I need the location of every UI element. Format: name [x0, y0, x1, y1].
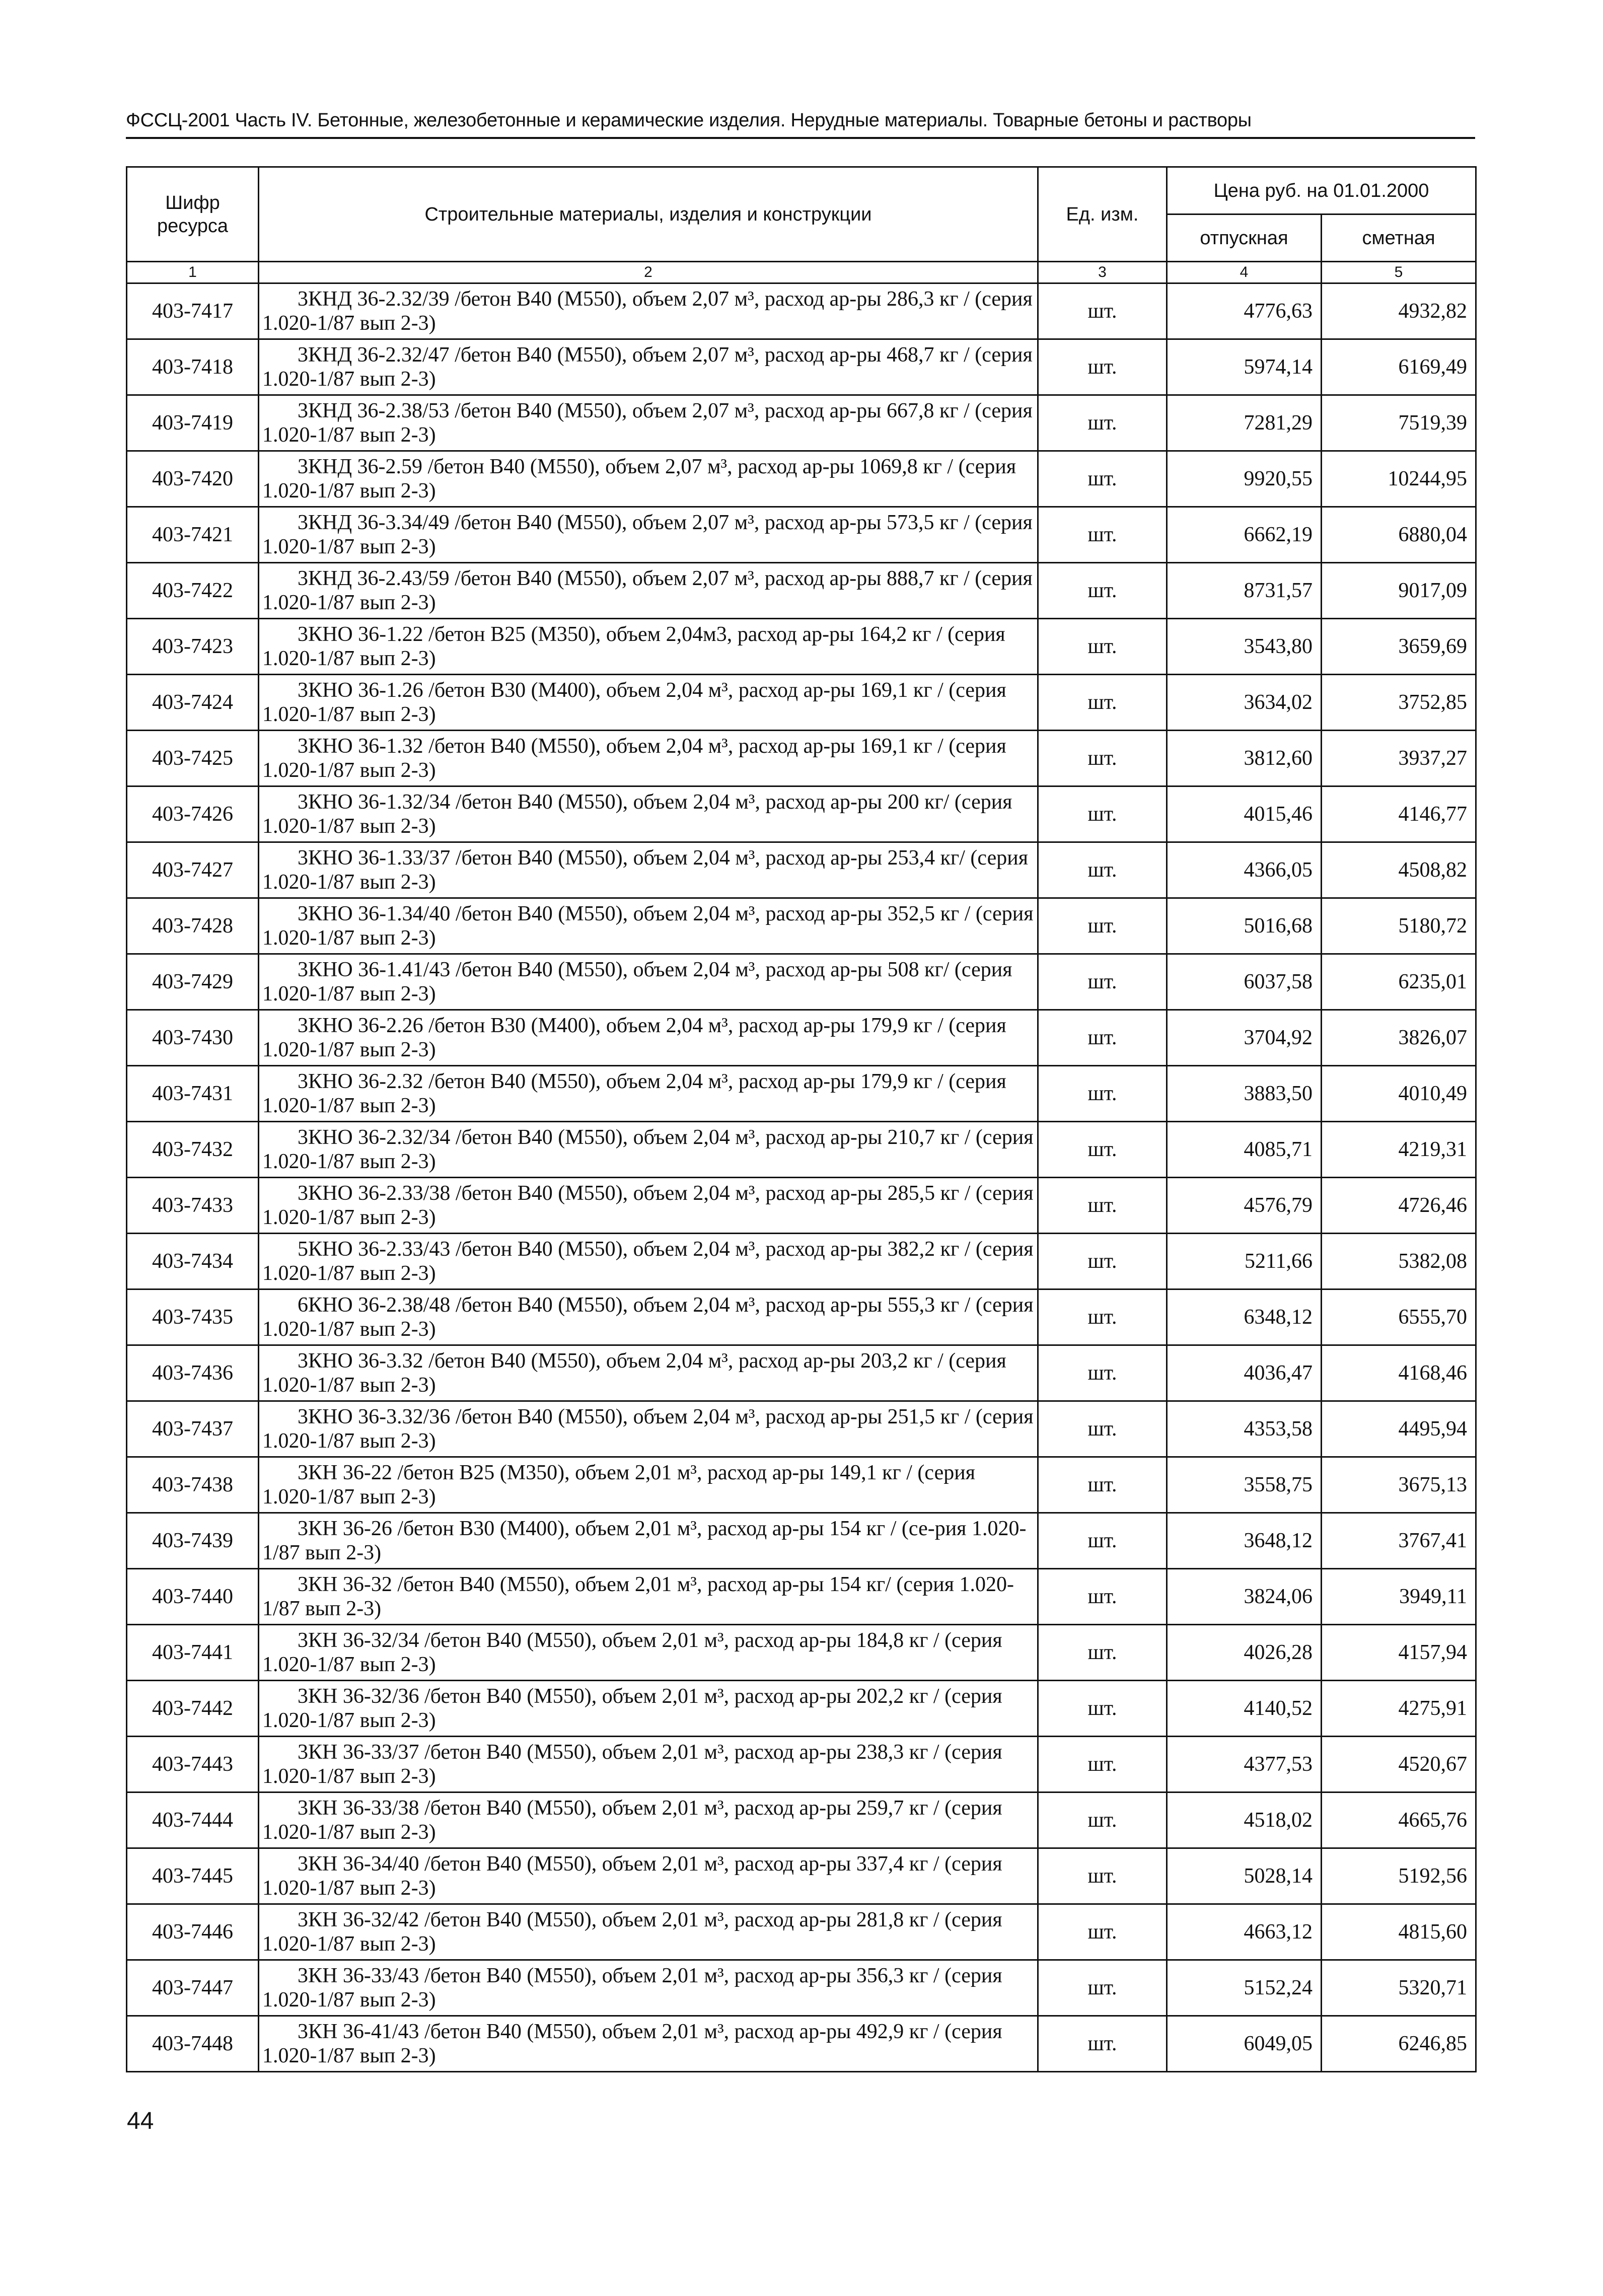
price-estimate-cell: 4010,49 [1322, 1066, 1476, 1122]
price-release-cell: 4663,12 [1167, 1904, 1322, 1960]
table-row [127, 1625, 1476, 1681]
description-text: 3КНО 36-1.26 /бетон В30 (М400), объем 2,04 м³, расход ар-ры 169,1 кг / (серия 1.020-1/87 вып 2-3) [262, 679, 1006, 726]
table-row [127, 898, 1476, 954]
price-release-cell: 4366,05 [1167, 842, 1322, 898]
description-text: 6КНО 36-2.38/48 /бетон В40 (М550), объем 2,04 м³, расход ар-ры 555,3 кг / (серия 1.020-1/87 вып 2-3) [262, 1294, 1034, 1341]
description-cell [259, 954, 1038, 1010]
unit-cell: шт. [1038, 2016, 1167, 2072]
description-cell [259, 731, 1038, 786]
table-row [127, 1737, 1476, 1792]
description-cell [259, 1625, 1038, 1681]
unit-cell: шт. [1038, 898, 1167, 954]
description-cell [259, 1513, 1038, 1569]
unit-cell: шт. [1038, 675, 1167, 731]
price-estimate-cell: 6169,49 [1322, 339, 1476, 395]
resource-code-cell: 403-7426 [127, 786, 259, 842]
unit-cell: шт. [1038, 1289, 1167, 1345]
description-text: 3КНО 36-1.34/40 /бетон В40 (М550), объем 2,04 м³, расход ар-ры 352,5 кг / (серия 1.020-1/87 вып 2-3) [262, 902, 1034, 950]
price-release-cell: 6037,58 [1167, 954, 1322, 1010]
resource-code-cell: 403-7425 [127, 731, 259, 786]
description-text: 3КНО 36-2.32 /бетон В40 (М550), объем 2,04 м³, расход ар-ры 179,9 кг / (серия 1.020-1/87 вып 2-3) [262, 1070, 1006, 1117]
unit-cell: шт. [1038, 1848, 1167, 1904]
unit-cell: шт. [1038, 1513, 1167, 1569]
unit-cell: шт. [1038, 1010, 1167, 1066]
description-cell [259, 1960, 1038, 2016]
description-cell [259, 1681, 1038, 1737]
table-row [127, 339, 1476, 395]
header-price-release: отпускная [1167, 214, 1322, 262]
price-estimate-cell: 4168,46 [1322, 1345, 1476, 1401]
description-cell [259, 507, 1038, 563]
unit-cell: шт. [1038, 1904, 1167, 1960]
unit-cell: шт. [1038, 842, 1167, 898]
table-row [127, 731, 1476, 786]
resource-code-cell: 403-7433 [127, 1178, 259, 1234]
resource-code-cell: 403-7422 [127, 563, 259, 619]
page-number: 44 [127, 2108, 154, 2134]
header-unit: Ед. изм. [1038, 167, 1167, 262]
description-cell [259, 842, 1038, 898]
description-text: 3КН 36-32/42 /бетон В40 (М550), объем 2,01 м³, расход ар-ры 281,8 кг / (серия 1.020-1/87 вып 2-3) [262, 1908, 1002, 1956]
price-estimate-cell: 3937,27 [1322, 731, 1476, 786]
price-release-cell: 4085,71 [1167, 1122, 1322, 1178]
unit-cell: шт. [1038, 1737, 1167, 1792]
unit-cell: шт. [1038, 451, 1167, 507]
unit-cell: шт. [1038, 1625, 1167, 1681]
resource-code-cell: 403-7440 [127, 1569, 259, 1625]
description-text: 5КНО 36-2.33/43 /бетон В40 (М550), объем 2,04 м³, расход ар-ры 382,2 кг / (серия 1.020-1/87 вып 2-3) [262, 1238, 1034, 1285]
price-estimate-cell: 4726,46 [1322, 1178, 1476, 1234]
table-row [127, 1513, 1476, 1569]
description-text: 3КНД 36-2.59 /бетон В40 (М550), объем 2,07 м³, расход ар-ры 1069,8 кг / (серия 1.020-1/87 вып 2-3) [262, 455, 1016, 503]
price-estimate-cell: 5320,71 [1322, 1960, 1476, 2016]
price-release-cell: 5974,14 [1167, 339, 1322, 395]
resource-code-cell: 403-7446 [127, 1904, 259, 1960]
table-row [127, 1848, 1476, 1904]
column-number: 5 [1322, 262, 1476, 283]
table-row [127, 1289, 1476, 1345]
description-cell [259, 1178, 1038, 1234]
description-cell [259, 675, 1038, 731]
description-cell [259, 2016, 1038, 2072]
price-release-cell: 4377,53 [1167, 1737, 1322, 1792]
price-release-cell: 8731,57 [1167, 563, 1322, 619]
description-cell [259, 451, 1038, 507]
resource-code-cell: 403-7419 [127, 395, 259, 451]
description-text: 3КНД 36-2.38/53 /бетон В40 (М550), объем 2,07 м³, расход ар-ры 667,8 кг / (серия 1.020-1/87 вып 2-3) [262, 399, 1033, 447]
unit-cell: шт. [1038, 395, 1167, 451]
resource-code-cell: 403-7430 [127, 1010, 259, 1066]
unit-cell: шт. [1038, 1178, 1167, 1234]
table-row [127, 954, 1476, 1010]
resource-code-cell: 403-7437 [127, 1401, 259, 1457]
price-release-cell: 6348,12 [1167, 1289, 1322, 1345]
price-release-cell: 4518,02 [1167, 1792, 1322, 1848]
description-cell [259, 1904, 1038, 1960]
description-cell [259, 339, 1038, 395]
table-row [127, 1234, 1476, 1289]
table-row [127, 1178, 1476, 1234]
price-table [126, 166, 1477, 2072]
resource-code-cell: 403-7417 [127, 283, 259, 339]
description-cell [259, 1401, 1038, 1457]
description-cell [259, 563, 1038, 619]
description-text: 3КН 36-32/34 /бетон В40 (М550), объем 2,01 м³, расход ар-ры 184,8 кг / (серия 1.020-1/87 вып 2-3) [262, 1629, 1002, 1676]
unit-cell: шт. [1038, 1234, 1167, 1289]
description-text: 3КН 36-32/36 /бетон В40 (М550), объем 2,01 м³, расход ар-ры 202,2 кг / (серия 1.020-1/87 вып 2-3) [262, 1685, 1002, 1732]
price-release-cell: 4140,52 [1167, 1681, 1322, 1737]
description-cell [259, 283, 1038, 339]
unit-cell: шт. [1038, 563, 1167, 619]
unit-cell: шт. [1038, 1457, 1167, 1513]
table-row [127, 1066, 1476, 1122]
resource-code-cell: 403-7418 [127, 339, 259, 395]
unit-cell: шт. [1038, 339, 1167, 395]
price-release-cell: 4776,63 [1167, 283, 1322, 339]
description-text: 3КН 36-41/43 /бетон В40 (М550), объем 2,01 м³, расход ар-ры 492,9 кг / (серия 1.020-1/87 вып 2-3) [262, 2020, 1002, 2067]
description-text: 3КНД 36-3.34/49 /бетон В40 (М550), объем 2,07 м³, расход ар-ры 573,5 кг / (серия 1.020-1/87 вып 2-3) [262, 511, 1033, 558]
description-text: 3КНД 36-2.32/39 /бетон В40 (М550), объем 2,07 м³, расход ар-ры 286,3 кг / (серия 1.020-1/87 вып 2-3) [262, 288, 1033, 335]
description-cell [259, 1234, 1038, 1289]
price-release-cell: 4576,79 [1167, 1178, 1322, 1234]
header-price-group: Цена руб. на 01.01.2000 [1167, 167, 1476, 214]
price-release-cell: 3648,12 [1167, 1513, 1322, 1569]
price-estimate-cell: 4219,31 [1322, 1122, 1476, 1178]
description-cell [259, 1569, 1038, 1625]
unit-cell: шт. [1038, 1345, 1167, 1401]
price-estimate-cell: 7519,39 [1322, 395, 1476, 451]
price-estimate-cell: 4520,67 [1322, 1737, 1476, 1792]
price-estimate-cell: 4508,82 [1322, 842, 1476, 898]
price-estimate-cell: 6555,70 [1322, 1289, 1476, 1345]
price-estimate-cell: 3949,11 [1322, 1569, 1476, 1625]
price-release-cell: 6662,19 [1167, 507, 1322, 563]
price-release-cell: 5152,24 [1167, 1960, 1322, 2016]
unit-cell: шт. [1038, 507, 1167, 563]
price-release-cell: 3543,80 [1167, 619, 1322, 675]
price-estimate-cell: 3826,07 [1322, 1010, 1476, 1066]
price-release-cell: 7281,29 [1167, 395, 1322, 451]
unit-cell: шт. [1038, 1792, 1167, 1848]
unit-cell: шт. [1038, 1960, 1167, 2016]
price-estimate-cell: 6235,01 [1322, 954, 1476, 1010]
header-rule [126, 137, 1475, 139]
column-number: 1 [127, 262, 259, 283]
price-estimate-cell: 6246,85 [1322, 2016, 1476, 2072]
table-row [127, 675, 1476, 731]
resource-code-cell: 403-7428 [127, 898, 259, 954]
table-row [127, 1345, 1476, 1401]
table-body [127, 283, 1476, 2072]
price-release-cell: 5016,68 [1167, 898, 1322, 954]
table-row [127, 451, 1476, 507]
description-text: 3КН 36-33/38 /бетон В40 (М550), объем 2,01 м³, расход ар-ры 259,7 кг / (серия 1.020-1/87 вып 2-3) [262, 1797, 1002, 1844]
description-cell [259, 1345, 1038, 1401]
table-row [127, 1792, 1476, 1848]
table-row [127, 395, 1476, 451]
resource-code-cell: 403-7444 [127, 1792, 259, 1848]
price-release-cell: 3634,02 [1167, 675, 1322, 731]
description-text: 3КНО 36-1.33/37 /бетон В40 (М550), объем 2,04 м³, расход ар-ры 253,4 кг/ (серия 1.020-1/87 вып 2-3) [262, 846, 1029, 894]
description-text: 3КНО 36-1.22 /бетон В25 (М350), объем 2,04м3, расход ар-ры 164,2 кг / (серия 1.020-1/87 вып 2-3) [262, 623, 1005, 670]
price-estimate-cell: 4665,76 [1322, 1792, 1476, 1848]
price-release-cell: 4036,47 [1167, 1345, 1322, 1401]
price-release-cell: 3824,06 [1167, 1569, 1322, 1625]
description-text: 3КНО 36-2.32/34 /бетон В40 (М550), объем 2,04 м³, расход ар-ры 210,7 кг / (серия 1.020-1/87 вып 2-3) [262, 1126, 1034, 1173]
unit-cell: шт. [1038, 954, 1167, 1010]
table-row [127, 507, 1476, 563]
description-cell [259, 898, 1038, 954]
price-estimate-cell: 4495,94 [1322, 1401, 1476, 1457]
resource-code-cell: 403-7441 [127, 1625, 259, 1681]
price-release-cell: 3883,50 [1167, 1066, 1322, 1122]
description-text: 3КНО 36-2.26 /бетон В30 (М400), объем 2,04 м³, расход ар-ры 179,9 кг / (серия 1.020-1/87 вып 2-3) [262, 1014, 1006, 1061]
price-estimate-cell: 3752,85 [1322, 675, 1476, 731]
resource-code-cell: 403-7439 [127, 1513, 259, 1569]
price-release-cell: 3812,60 [1167, 731, 1322, 786]
description-text: 3КНО 36-1.41/43 /бетон В40 (М550), объем 2,04 м³, расход ар-ры 508 кг/ (серия 1.020-1/87 вып 2-3) [262, 958, 1012, 1006]
description-cell [259, 1122, 1038, 1178]
table-row [127, 1904, 1476, 1960]
running-head: ФССЦ-2001 Часть IV. Бетонные, железобетонные и керамические изделия. Нерудные материалы. Товарные бетоны и растворы [126, 110, 1252, 131]
resource-code-cell: 403-7423 [127, 619, 259, 675]
header-code: Шифр ресурса [127, 167, 259, 262]
resource-code-cell: 403-7436 [127, 1345, 259, 1401]
description-text: 3КН 36-34/40 /бетон В40 (М550), объем 2,01 м³, расход ар-ры 337,4 кг / (серия 1.020-1/87 вып 2-3) [262, 1852, 1002, 1900]
price-estimate-cell: 10244,95 [1322, 451, 1476, 507]
table-row [127, 842, 1476, 898]
price-release-cell: 4026,28 [1167, 1625, 1322, 1681]
price-estimate-cell: 4157,94 [1322, 1625, 1476, 1681]
table-row [127, 786, 1476, 842]
description-cell [259, 1457, 1038, 1513]
resource-code-cell: 403-7427 [127, 842, 259, 898]
description-text: 3КНД 36-2.32/47 /бетон В40 (М550), объем 2,07 м³, расход ар-ры 468,7 кг / (серия 1.020-1/87 вып 2-3) [262, 343, 1033, 391]
resource-code-cell: 403-7438 [127, 1457, 259, 1513]
table-row [127, 1457, 1476, 1513]
price-estimate-cell: 5382,08 [1322, 1234, 1476, 1289]
table-row [127, 283, 1476, 339]
description-cell [259, 1792, 1038, 1848]
table-row [127, 2016, 1476, 2072]
description-text: 3КН 36-32 /бетон В40 (М550), объем 2,01 м³, расход ар-ры 154 кг/ (серия 1.020-1/87 вып 2-3) [262, 1573, 1014, 1620]
price-estimate-cell: 4275,91 [1322, 1681, 1476, 1737]
resource-code-cell: 403-7443 [127, 1737, 259, 1792]
price-release-cell: 4353,58 [1167, 1401, 1322, 1457]
price-estimate-cell: 4146,77 [1322, 786, 1476, 842]
header-name: Строительные материалы, изделия и конструкции [259, 167, 1038, 262]
description-text: 3КНО 36-3.32 /бетон В40 (М550), объем 2,04 м³, расход ар-ры 203,2 кг / (серия 1.020-1/87 вып 2-3) [262, 1349, 1006, 1397]
resource-code-cell: 403-7421 [127, 507, 259, 563]
price-release-cell: 6049,05 [1167, 2016, 1322, 2072]
resource-code-cell: 403-7429 [127, 954, 259, 1010]
column-number: 4 [1167, 262, 1322, 283]
price-release-cell: 4015,46 [1167, 786, 1322, 842]
price-estimate-cell: 5180,72 [1322, 898, 1476, 954]
table-row [127, 563, 1476, 619]
description-text: 3КН 36-33/37 /бетон В40 (М550), объем 2,01 м³, расход ар-ры 238,3 кг / (серия 1.020-1/87 вып 2-3) [262, 1741, 1002, 1788]
column-number-row [127, 262, 1476, 283]
resource-code-cell: 403-7435 [127, 1289, 259, 1345]
description-cell [259, 786, 1038, 842]
unit-cell: шт. [1038, 786, 1167, 842]
resource-code-cell: 403-7442 [127, 1681, 259, 1737]
price-estimate-cell: 5192,56 [1322, 1848, 1476, 1904]
description-text: 3КН 36-26 /бетон В30 (М400), объем 2,01 м³, расход ар-ры 154 кг / (се-рия 1.020-1/87 вып 2-3) [262, 1517, 1027, 1564]
description-text: 3КНО 36-1.32 /бетон В40 (М550), объем 2,04 м³, расход ар-ры 169,1 кг / (серия 1.020-1/87 вып 2-3) [262, 735, 1006, 782]
description-cell [259, 395, 1038, 451]
resource-code-cell: 403-7448 [127, 2016, 259, 2072]
price-release-cell: 3704,92 [1167, 1010, 1322, 1066]
description-cell [259, 1289, 1038, 1345]
table-row [127, 1569, 1476, 1625]
unit-cell: шт. [1038, 283, 1167, 339]
unit-cell: шт. [1038, 1681, 1167, 1737]
header-price-estimate: сметная [1322, 214, 1476, 262]
resource-code-cell: 403-7445 [127, 1848, 259, 1904]
table-row [127, 1960, 1476, 2016]
description-text: 3КН 36-22 /бетон В25 (М350), объем 2,01 м³, расход ар-ры 149,1 кг / (серия 1.020-1/87 вып 2-3) [262, 1461, 976, 1509]
resource-code-cell: 403-7424 [127, 675, 259, 731]
column-number: 2 [259, 262, 1038, 283]
resource-code-cell: 403-7434 [127, 1234, 259, 1289]
table-row [127, 1122, 1476, 1178]
description-cell [259, 619, 1038, 675]
description-text: 3КНО 36-2.33/38 /бетон В40 (М550), объем 2,04 м³, расход ар-ры 285,5 кг / (серия 1.020-1/87 вып 2-3) [262, 1182, 1034, 1229]
unit-cell: шт. [1038, 1066, 1167, 1122]
price-release-cell: 3558,75 [1167, 1457, 1322, 1513]
description-text: 3КНО 36-3.32/36 /бетон В40 (М550), объем 2,04 м³, расход ар-ры 251,5 кг / (серия 1.020-1/87 вып 2-3) [262, 1405, 1034, 1453]
unit-cell: шт. [1038, 1122, 1167, 1178]
price-estimate-cell: 3659,69 [1322, 619, 1476, 675]
column-number: 3 [1038, 262, 1167, 283]
description-text: 3КНО 36-1.32/34 /бетон В40 (М550), объем 2,04 м³, расход ар-ры 200 кг/ (серия 1.020-1/87 вып 2-3) [262, 791, 1012, 838]
resource-code-cell: 403-7431 [127, 1066, 259, 1122]
unit-cell: шт. [1038, 1569, 1167, 1625]
price-release-cell: 9920,55 [1167, 451, 1322, 507]
resource-code-cell: 403-7432 [127, 1122, 259, 1178]
unit-cell: шт. [1038, 731, 1167, 786]
price-release-cell: 5211,66 [1167, 1234, 1322, 1289]
price-estimate-cell: 3675,13 [1322, 1457, 1476, 1513]
description-cell [259, 1737, 1038, 1792]
price-release-cell: 5028,14 [1167, 1848, 1322, 1904]
table-row [127, 619, 1476, 675]
price-estimate-cell: 6880,04 [1322, 507, 1476, 563]
description-cell [259, 1066, 1038, 1122]
price-estimate-cell: 3767,41 [1322, 1513, 1476, 1569]
description-cell [259, 1848, 1038, 1904]
unit-cell: шт. [1038, 619, 1167, 675]
price-estimate-cell: 4932,82 [1322, 283, 1476, 339]
description-text: 3КНД 36-2.43/59 /бетон В40 (М550), объем 2,07 м³, расход ар-ры 888,7 кг / (серия 1.020-1/87 вып 2-3) [262, 567, 1033, 614]
price-estimate-cell: 4815,60 [1322, 1904, 1476, 1960]
resource-code-cell: 403-7420 [127, 451, 259, 507]
resource-code-cell: 403-7447 [127, 1960, 259, 2016]
table-row [127, 1010, 1476, 1066]
description-cell [259, 1010, 1038, 1066]
table-row [127, 1681, 1476, 1737]
unit-cell: шт. [1038, 1401, 1167, 1457]
description-text: 3КН 36-33/43 /бетон В40 (М550), объем 2,01 м³, расход ар-ры 356,3 кг / (серия 1.020-1/87 вып 2-3) [262, 1964, 1002, 2012]
table-row [127, 1401, 1476, 1457]
price-estimate-cell: 9017,09 [1322, 563, 1476, 619]
